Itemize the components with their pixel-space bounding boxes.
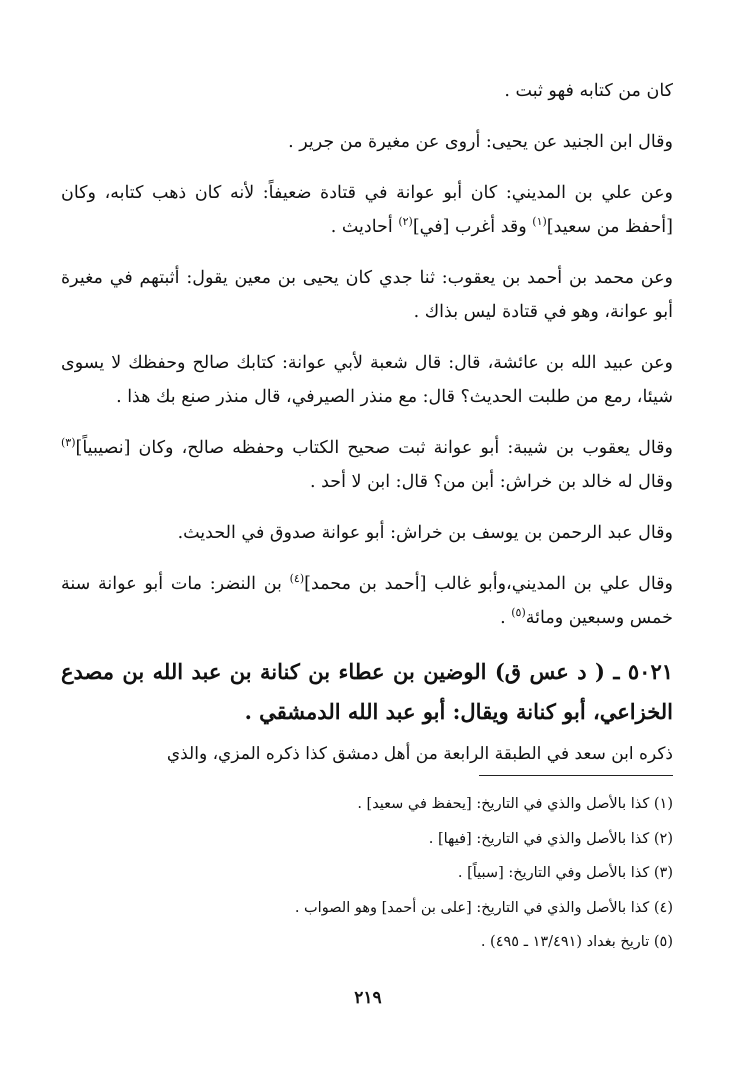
footnote-1: (١) كذا بالأصل والذي في التاريخ: [يحفظ في سعيد] . [357, 796, 673, 812]
entry-number: ٥٠٢١ ـ [613, 659, 674, 684]
entry-text: ذكره ابن سعد في الطبقة الرابعة من أهل دمشق كذا ذكره المزي، والذي [166, 744, 673, 764]
paragraph-6 [61, 431, 673, 499]
paragraph-text: وقال يعقوب بن شيبة: أبو عوانة ثبت صحيح الكتاب وحفظه صالح، وكان [نصيبياً] [75, 438, 673, 458]
entry-heading [61, 652, 673, 732]
footnote-ref: (٥) [511, 606, 526, 620]
paragraph-text: وقد أغرب [في] [412, 217, 533, 237]
paragraph-text: وقال علي بن المديني،وأبو غالب [أحمد بن محمد] [304, 574, 673, 594]
footnote-5: (٥) تاريخ بغداد (١٣/٤٩١ ـ ٤٩٥) . [480, 934, 673, 950]
page-number: ٢١٩ [354, 988, 382, 1008]
paragraph-text: وقال عبد الرحمن بن يوسف بن خراش: أبو عوانة صدوق في الحديث. [177, 523, 673, 543]
paragraph-text: وقال له خالد بن خراش: أبن من؟ قال: ابن لا أحد . [309, 472, 673, 492]
paragraph-text: كان من كتابه فهو ثبت . [504, 81, 673, 101]
footnote-3: (٣) كذا بالأصل وفي التاريخ: [سبياً] . [457, 865, 673, 881]
paragraph-5 [61, 346, 673, 414]
entry-title: ( د عس ق) الوضين بن عطاء بن كنانة بن عبد الله بن مصدع الخزاعي، أبو كنانة ويقال: أبو عبد الله الدمشقي . [61, 659, 673, 724]
paragraph-3 [61, 176, 673, 244]
footnote-divider [479, 775, 673, 776]
footnotes [61, 787, 673, 960]
footnote-ref: (٢) [398, 215, 413, 229]
paragraph-text: وقال ابن الجنيد عن يحيى: أروى عن مغيرة من جرير . [288, 132, 673, 152]
paragraph-8 [61, 567, 673, 635]
footnote-ref: (٤) [289, 572, 305, 586]
paragraph-2 [61, 125, 673, 159]
paragraph-text: . [500, 608, 512, 628]
paragraph-text: بن النضر: مات أبو عوانة سنة خمس وسبعين ومائة [61, 574, 673, 628]
paragraph-text: وعن علي بن المديني: كان أبو عوانة في قتادة ضعيفاً: لأنه كان ذهب كتابه، وكان [أحفظ من سعيد] [61, 183, 673, 237]
main-text [61, 74, 673, 771]
paragraph-text: أحاديث . [330, 217, 399, 237]
paragraph-text: وعن محمد بن أحمد بن يعقوب: ثنا جدي كان يحيى بن معين يقول: أثبتهم في مغيرة أبو عوانة، وهو في قتادة ليس بذاك . [61, 268, 673, 322]
footnote-ref: (١) [532, 215, 547, 229]
footnote-ref: (٣) [61, 436, 76, 450]
paragraph-1 [61, 74, 673, 108]
paragraph-7 [61, 516, 673, 550]
footnote-4: (٤) كذا بالأصل والذي في التاريخ: [على بن أحمد] وهو الصواب . [294, 899, 673, 916]
paragraph-text: وعن عبيد الله بن عائشة، قال: قال شعبة لأبي عوانة: كتابك صالح وحفظك لا يسوى شيئا، رمع من طلبت الحديث؟ قال: مع منذر الصيرفي، قال منذر صنع بك هذا . [61, 353, 673, 407]
paragraph-4 [61, 261, 673, 329]
footnote-2: (٢) كذا بالأصل والذي في التاريخ: [فيها] . [428, 830, 673, 847]
